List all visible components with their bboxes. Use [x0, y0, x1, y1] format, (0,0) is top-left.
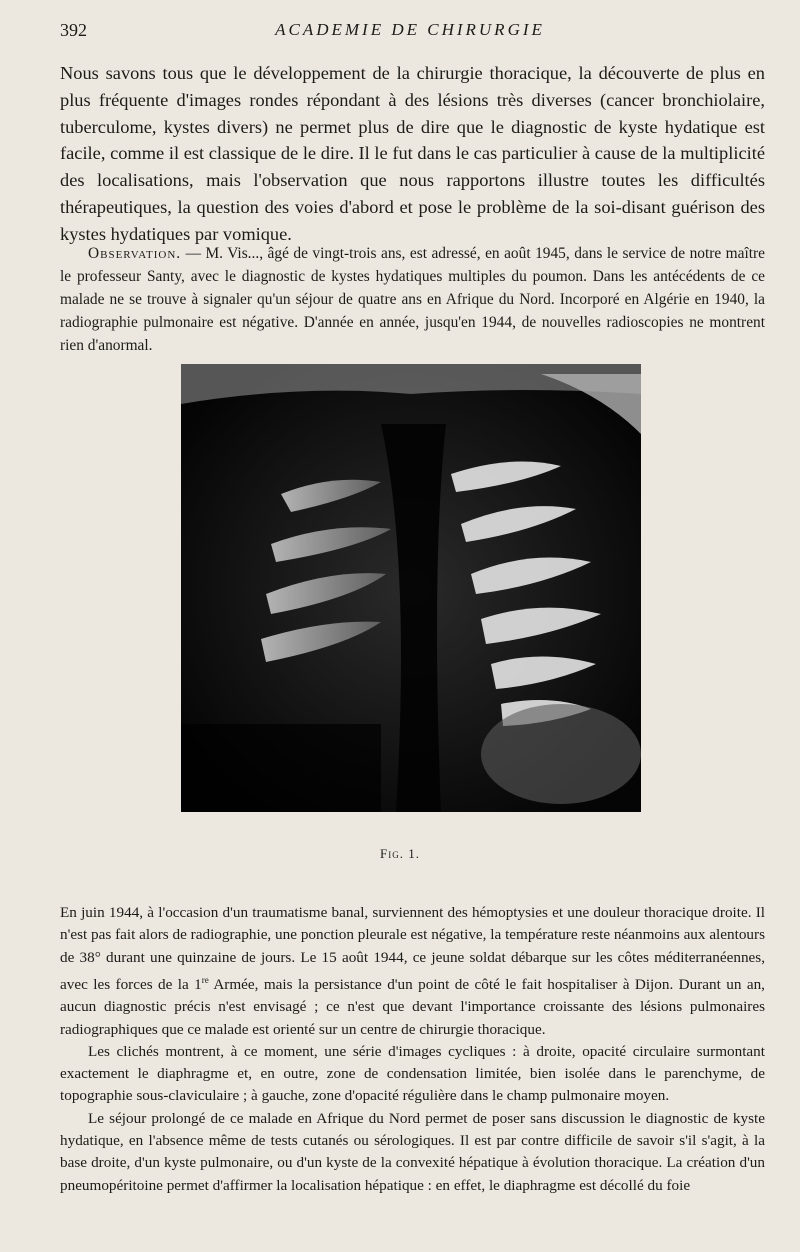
body-text [60, 902, 765, 1197]
paragraph-2: Les clichés montrent, à ce moment, une série d'images cycliques : à droite, opacité circulaire surmontant exactement le diaphragme et, en outre, zone de condensation limitée, bien isolée dans le parenchyme, de topographie sous-claviculaire ; à gauche, zone d'opacité régulière dans le champ pulmonaire moyen. [60, 1042, 765, 1105]
running-title: ACADEMIE DE CHIRURGIE [275, 20, 545, 39]
paragraph-3: Le séjour prolongé de ce malade en Afrique du Nord permet de poser sans discussion le diagnostic de kyste hydatique, en l'absence même de tests cutanés ou sérologiques. Il est par contre difficile de savoir s'il s'agit, à la base droite, d'un kyste pulmonaire, ou d'un kyste de la convexité hépatique à évolution thoracique. La création d'un pneumopéritoine permet d'affirmer la localisation hépatique : en effet, le diaphragme est décollé du foie [60, 1109, 765, 1194]
chest-radiograph-image [181, 364, 641, 812]
page-header [60, 20, 760, 44]
observation-paragraph [60, 242, 765, 357]
intro-paragraph: Nous savons tous que le développement de la chirurgie thoracique, la découverte de plus en plus fréquente d'images rondes répondant à des lésions très diverses (cancer bronchiolaire, tuberculome, kystes divers) ne permet plus de dire que le diagnostic de kyste hydatique est facile, comme il est classique de le dire. Il le fut dans le cas particulier à cause de la multiplicité des localisations, mais l'observation que nous rapportons illustre toutes les difficultés thérapeutiques, la question des voies d'abord et pose le problème de la soi-disant guérison des kystes hydatiques par vomique. [60, 63, 765, 244]
paragraph-1 [60, 902, 765, 1041]
observation-text: — M. Vis..., âgé de vingt-trois ans, est adressé, en août 1945, dans le service de notre maître le professeur Santy, avec le diagnostic de kystes hydatiques multiples du poumon. Dans les antécédents de ce malade ne se trouve à signaler qu'un séjour de quatre ans en Afrique du Nord. Incorporé en Algérie en 1940, la radiographie pulmonaire est négative. D'année en année, jusqu'en 1944, de nouvelles radioscopies ne montrent rien d'anormal. [60, 245, 765, 354]
paragraph-1-part-b: Armée, mais la persistance d'un point de côté le fait hospitaliser à Dijon. Durant un an, aucun diagnostic précis n'est envisagé ; ce n'est que devant l'importance croissante des lésions pulmonaires radiographiques que ce malade est orienté sur un centre de chirurgie thoracique. [60, 975, 765, 1038]
page-number: 392 [60, 20, 87, 40]
figure-caption: Fig. 1. [380, 846, 420, 861]
paragraph-1-part-a: En juin 1944, à l'occasion d'un traumatisme banal, surviennent des hémoptysies et une douleur thoracique droite. Il n'est pas fait alors de radiographie, une ponction pleurale est négative, la température reste néanmoins aux alentours de 38° durant une quinzaine de jours. Le 15 août 1944, ce jeune soldat débarque sur les côtes méditerranéennes, avec les forces de la 1 [60, 904, 765, 993]
observation-label: Observation. [88, 245, 182, 262]
paragraph-1-superscript: re [201, 974, 209, 985]
chest-radiograph-figure [181, 364, 641, 812]
